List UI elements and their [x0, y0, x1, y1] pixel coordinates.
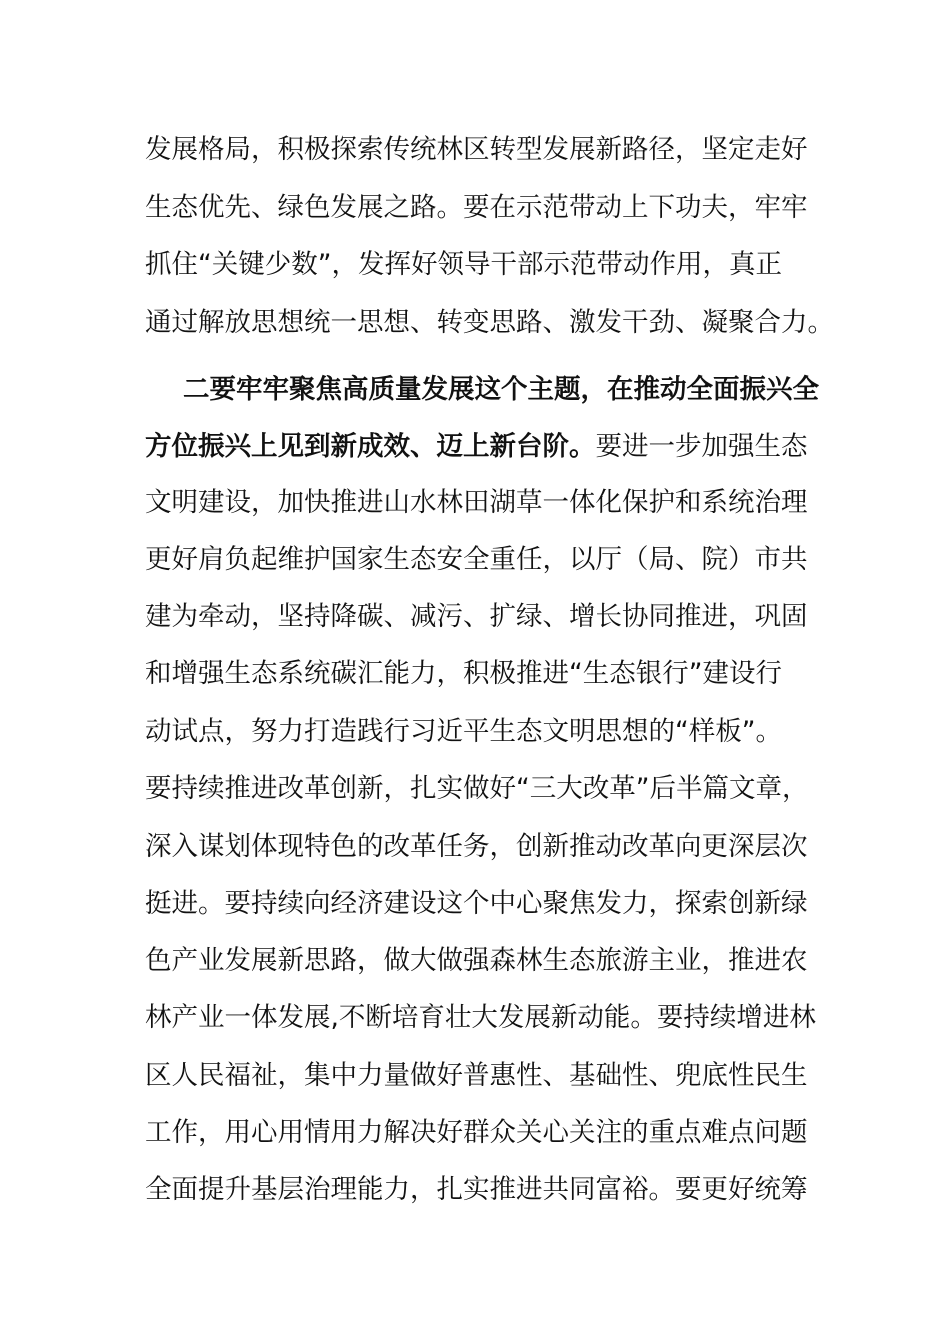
text-line: 文明建设，加快推进山水林田湖草一体化保护和系统治理 — [145, 487, 808, 518]
text-line: 全面提升基层治理能力，扎实推进共同富裕。要更好统筹 — [145, 1174, 808, 1205]
text-line: 更好肩负起维护国家生态安全重任，以厅（局、院）市共 — [145, 544, 808, 575]
text-line: 挺进。要持续向经济建设这个中心聚焦发力，探索创新绿 — [145, 888, 808, 919]
text-line: 动试点，努力打造践行习近平生态文明思想的“样板”。 — [145, 716, 782, 747]
text-line: 色产业发展新思路，做大做强森林生态旅游主业，推进农 — [145, 945, 808, 976]
text-line: 区人民福祉，集中力量做好普惠性、基础性、兜底性民生 — [145, 1060, 808, 1091]
text-line: 工作，用心用情用力解决好群众关心关注的重点难点问题 — [145, 1117, 808, 1148]
text-line: 生态优先、绿色发展之路。要在示范带动上下功夫，牢牢 — [145, 192, 808, 223]
text-line: 林产业一体发展,不断培育壮大发展新动能。要持续增进林 — [145, 1002, 816, 1033]
text-line: 要持续推进改革创新，扎实做好“三大改革”后半篇文章， — [145, 773, 809, 804]
bold-heading-continuation: 方位振兴上见到新成效、迈上新台阶。 — [145, 431, 596, 462]
mixed-line — [145, 427, 815, 467]
text-line: 抓住“关键少数”，发挥好领导干部示范带动作用，真正 — [145, 249, 782, 280]
text-line: 建为牵动，坚持降碳、减污、扩绿、增长协同推进，巩固 — [145, 601, 808, 632]
text-line: 通过解放思想统一思想、转变思路、激发干劲、凝聚合力。 — [145, 307, 834, 338]
text-line: 深入谋划体现特色的改革任务，创新推动改革向更深层次 — [145, 831, 808, 862]
text-span: 要进一步加强生态 — [595, 431, 808, 462]
bold-heading-line: 二要牢牢聚焦高质量发展这个主题，在推动全面振兴全 — [183, 374, 819, 405]
text-line: 和增强生态系统碳汇能力，积极推进“生态银行”建设行 — [145, 658, 782, 689]
text-line: 发展格局，积极探索传统林区转型发展新路径，坚定走好 — [145, 134, 808, 165]
